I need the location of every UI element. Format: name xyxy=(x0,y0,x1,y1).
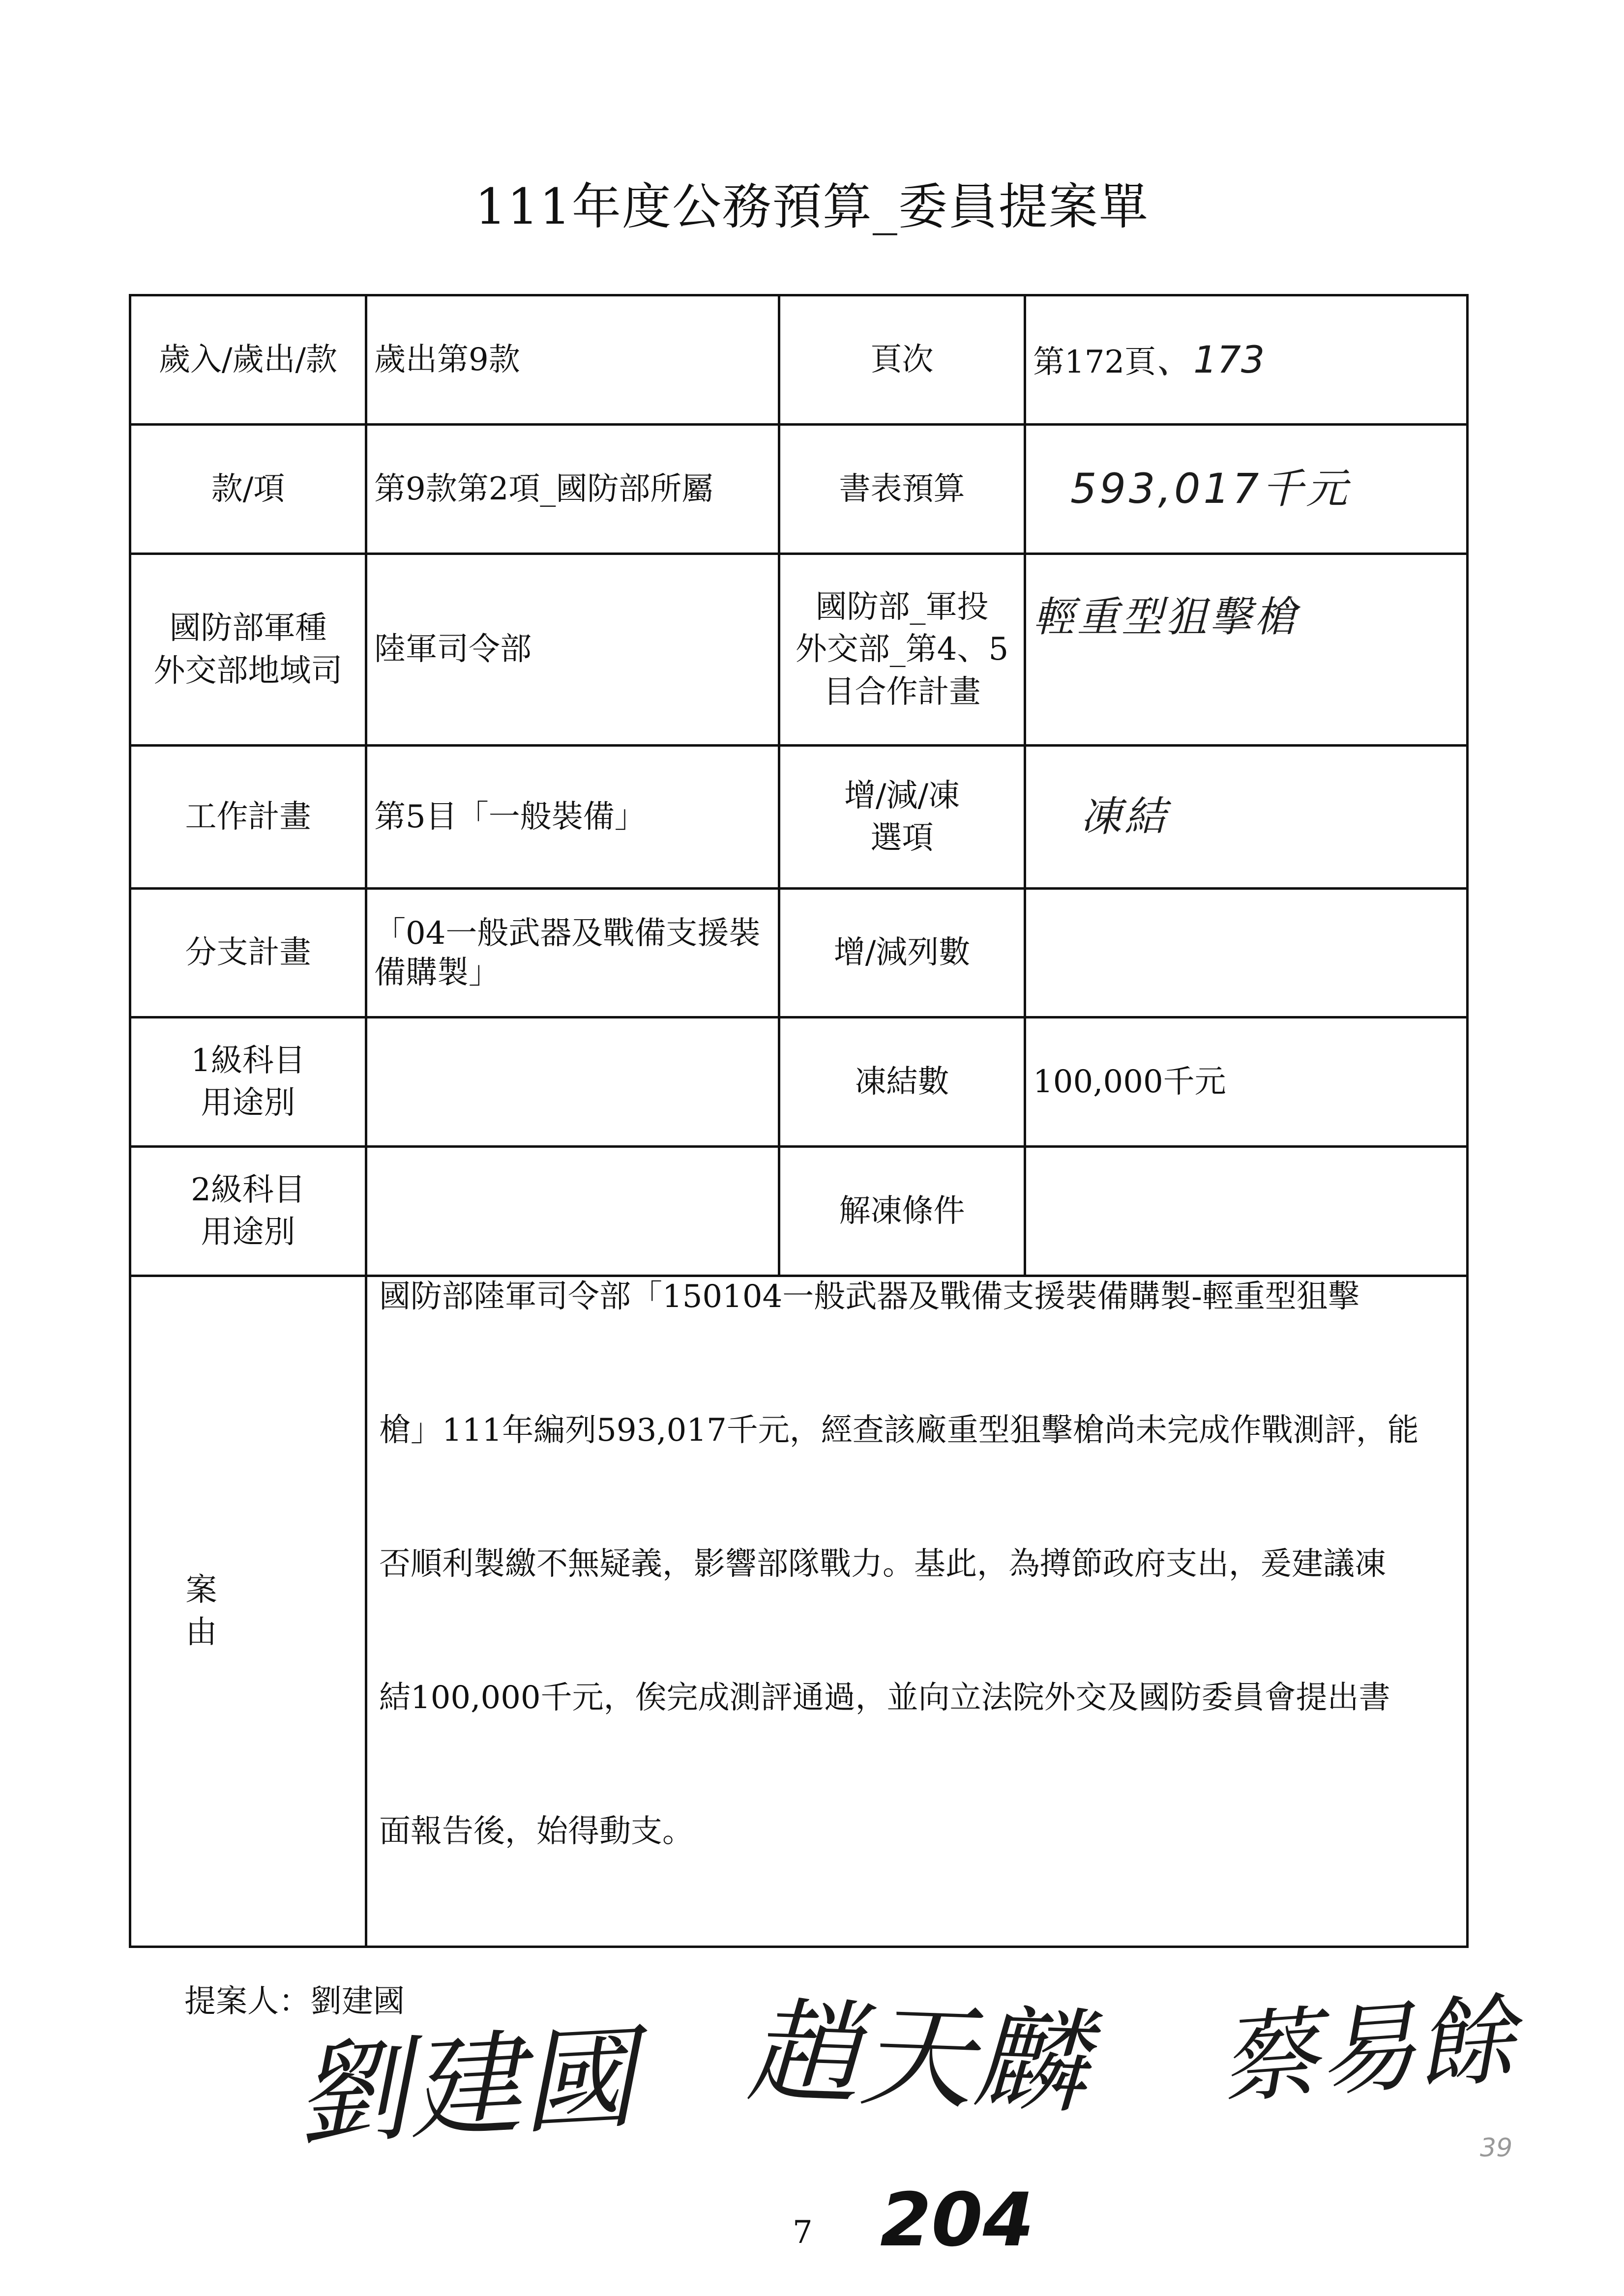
label-budget-text: 書表預算 xyxy=(839,470,965,507)
label-workplan-text: 工作計畫 xyxy=(185,798,311,835)
form-row-item xyxy=(130,295,1468,425)
label-budget xyxy=(779,425,1025,554)
value-section xyxy=(366,425,779,554)
form-row-workplan xyxy=(130,746,1468,889)
value-plan xyxy=(1025,554,1468,746)
reason-line: 槍」111年編列593,017千元，經查該廠重型狙擊槍尚未完成作戰測評，能 xyxy=(379,1412,1419,1449)
label-unfreeze-text: 解凍條件 xyxy=(839,1192,965,1229)
signature: 趙天麟 xyxy=(744,1986,1089,2129)
value-workplan xyxy=(366,746,779,889)
handwritten-page-extra: 、173 xyxy=(1156,337,1265,381)
form-row-subplan xyxy=(130,889,1468,1017)
proposer-label: 提案人： xyxy=(184,1983,310,2020)
label-frozen-text: 凍結數 xyxy=(855,1063,949,1100)
signature: 蔡易餘 xyxy=(1216,1982,1519,2118)
value-subplan xyxy=(366,889,779,1017)
label-subplan-text: 分支計畫 xyxy=(185,934,311,971)
label-frozen xyxy=(779,1017,1025,1147)
label-page xyxy=(779,295,1025,425)
label-level1-text: 1級科目 用途別 xyxy=(191,1042,305,1121)
label-option xyxy=(779,746,1025,889)
label-section xyxy=(130,425,366,554)
value-level2 xyxy=(366,1147,779,1276)
label-reason xyxy=(130,1276,366,1947)
label-workplan xyxy=(130,746,366,889)
signature: 劉建國 xyxy=(292,2013,638,2162)
value-page-text: 第172頁 xyxy=(1033,344,1156,380)
reason-text xyxy=(366,1276,1468,1947)
label-item-text: 歲入/歲出/款 xyxy=(158,341,338,378)
corner-number: 39 xyxy=(1480,2133,1513,2163)
label-plan-text: 國防部_軍投 外交部_第4、5 目合作計畫 xyxy=(795,588,1009,710)
value-section-text: 第9款第2項_國防部所屬 xyxy=(374,470,713,507)
form-row-reason xyxy=(130,1276,1468,1947)
form-row-level1 xyxy=(130,1017,1468,1147)
label-level1 xyxy=(130,1017,366,1147)
reason-line: 否順利製繳不無疑義，影響部隊戰力。基此，為撙節政府支出，爰建議凍 xyxy=(379,1546,1386,1582)
value-level1 xyxy=(366,1017,779,1147)
value-workplan-text: 第5目「一般裝備」 xyxy=(374,798,646,835)
value-change xyxy=(1025,889,1468,1017)
value-option xyxy=(1025,746,1468,889)
form-row-level2 xyxy=(130,1147,1468,1276)
value-item-text: 歲出第9款 xyxy=(374,341,520,378)
proposal-form xyxy=(129,294,1469,1948)
value-agency-text: 陸軍司令部 xyxy=(374,631,531,668)
value-page xyxy=(1025,295,1468,425)
value-item xyxy=(366,295,779,425)
reason-line: 國防部陸軍司令部「150104一般武器及戰備支援裝備購製-輕重型狙擊 xyxy=(379,1279,1359,1315)
reason-line: 結100,000千元，俟完成測評通過，並向立法院外交及國防委員會提出書 xyxy=(379,1680,1390,1716)
page-number: 7 xyxy=(793,2214,813,2251)
value-frozen xyxy=(1025,1017,1468,1147)
label-change-text: 增/減列數 xyxy=(833,934,971,971)
label-agency xyxy=(130,554,366,746)
label-agency-text: 國防部軍種 外交部地域司 xyxy=(153,610,343,689)
handwritten-plan-item: 輕重型狙擊槍 xyxy=(1033,593,1299,641)
value-frozen-text: 100,000千元 xyxy=(1033,1063,1226,1100)
proposer-name: 劉建國 xyxy=(310,1983,405,2020)
handwritten-number: 204 xyxy=(880,2178,1034,2263)
label-subplan xyxy=(130,889,366,1017)
value-budget xyxy=(1025,425,1468,554)
label-level2 xyxy=(130,1147,366,1276)
label-reason-text: 案由 xyxy=(185,1571,311,1651)
value-unfreeze xyxy=(1025,1147,1468,1276)
value-agency xyxy=(366,554,779,746)
reason-line: 面報告後，始得動支。 xyxy=(379,1813,694,1850)
label-change xyxy=(779,889,1025,1017)
label-page-text: 頁次 xyxy=(870,341,934,378)
label-unfreeze xyxy=(779,1147,1025,1276)
label-section-text: 款/項 xyxy=(211,470,285,507)
label-level2-text: 2級科目 用途別 xyxy=(191,1171,305,1250)
form-row-agency xyxy=(130,554,1468,746)
document-title: 111年度公務預算_委員提案單 xyxy=(475,178,1149,235)
label-plan xyxy=(779,554,1025,746)
value-subplan-text: 「04一般武器及戰備支援裝備購製」 xyxy=(374,915,761,991)
label-option-text: 增/減/凍 選項 xyxy=(844,777,960,856)
label-item xyxy=(130,295,366,425)
handwritten-option: 凍結 xyxy=(1080,792,1169,841)
form-row-section xyxy=(130,425,1468,554)
handwritten-budget-amount: 593,017千元 xyxy=(1070,465,1351,513)
